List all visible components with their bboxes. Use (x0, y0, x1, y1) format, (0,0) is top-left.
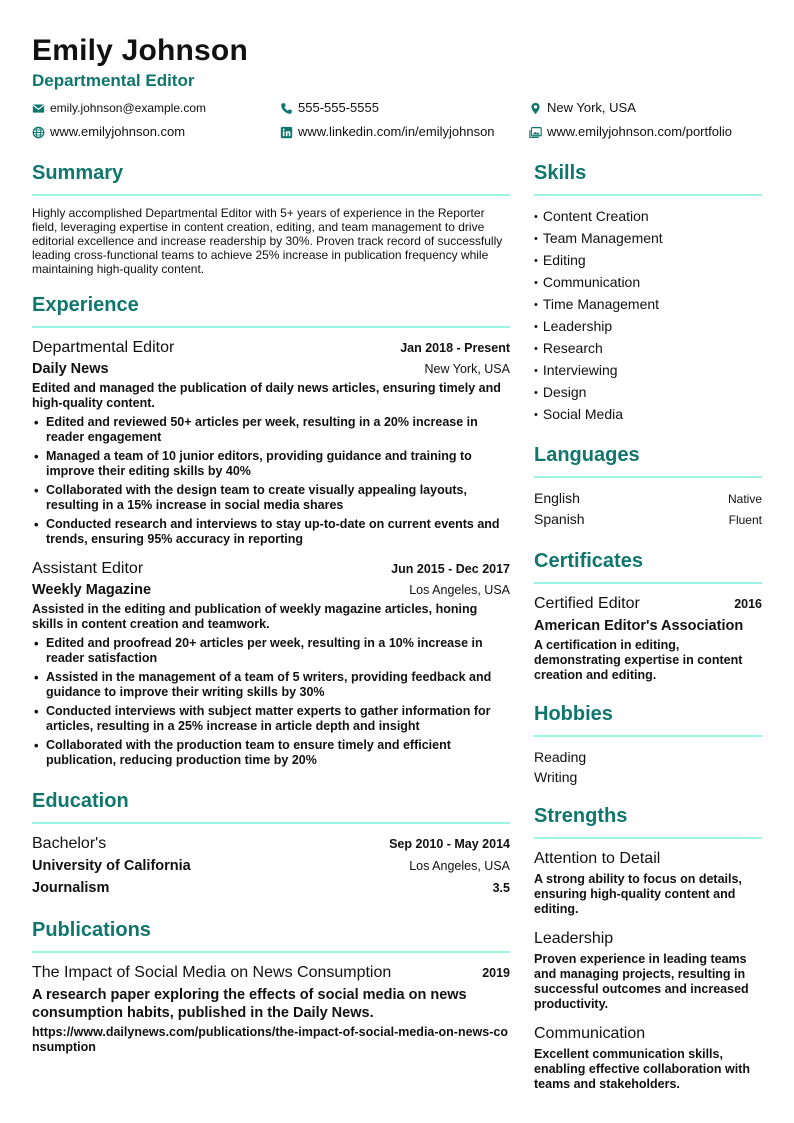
contact-info (32, 100, 762, 140)
strength-description: Excellent communication skills, enabling effective collaboration with teams and stakeholders. (534, 1047, 751, 1091)
job-description: Edited and managed the publication of daily news articles, ensuring timely and high-quality content. (32, 381, 501, 410)
job-date: Jan 2018 - Present (400, 341, 510, 355)
languages-heading: Languages (534, 442, 762, 478)
strength-title: Leadership (534, 930, 614, 947)
publication-title: The Impact of Social Media on News Consumption (32, 964, 392, 981)
education-heading: Education (32, 788, 510, 824)
publication-description: A research paper exploring the effects of social media on news consumption habits, published in the Daily News. (32, 987, 467, 1021)
certificate-year: 2016 (734, 597, 762, 611)
language-row (534, 488, 762, 509)
job-bullets (32, 415, 510, 547)
strength-entry (534, 1024, 762, 1092)
skill-item: • Research (534, 338, 762, 360)
job-bullet: • Conducted interviews with subject matter experts to gather information for articles, resulting in a 25% increase in article depth and insight (32, 704, 510, 734)
map-pin-icon (529, 102, 542, 115)
publication-entry (32, 963, 510, 1055)
hobby-item: Reading (534, 749, 587, 765)
strength-description: Proven experience in leading teams and managing projects, resulting in successful outcomes and increased productivity. (534, 952, 749, 1011)
skills-section (534, 160, 762, 426)
education-school: University of California (32, 858, 191, 874)
contact-email[interactable] (32, 100, 280, 116)
strength-entry (534, 849, 762, 917)
strength-entry (534, 929, 762, 1012)
left-column (32, 160, 510, 1055)
certificate-title: Certified Editor (534, 595, 640, 612)
job-bullet: • Edited and proofread 20+ articles per week, resulting in a 10% increase in reader satisfaction (32, 636, 510, 666)
globe-icon (32, 126, 45, 139)
contact-website[interactable] (32, 124, 280, 140)
job-title: Assistant Editor (32, 560, 144, 577)
job-bullet: • Managed a team of 10 junior editors, providing guidance and training to improve their editing skills by 40% (32, 449, 510, 479)
language-name: English (534, 490, 580, 506)
contact-location-text: New York, USA (547, 100, 636, 115)
language-name: Spanish (534, 511, 585, 527)
contact-linkedin-text: www.linkedin.com/in/emilyjohnson (298, 124, 495, 139)
right-column (534, 160, 762, 1092)
language-row (534, 509, 762, 530)
publication-year: 2019 (482, 966, 510, 980)
summary-section (32, 160, 510, 276)
language-level: Fluent (728, 513, 762, 527)
strength-title: Attention to Detail (534, 850, 661, 867)
contact-portfolio-text: www.emilyjohnson.com/portfolio (547, 124, 732, 139)
contact-portfolio[interactable] (529, 124, 762, 140)
skills-list (534, 206, 762, 426)
skill-item: • Design (534, 382, 762, 404)
skill-item: • Editing (534, 250, 762, 272)
job-bullet: • Collaborated with the production team to ensure timely and efficient publication, reducing production time by 20% (32, 738, 510, 768)
contact-email-text: emily.johnson@example.com (50, 101, 207, 115)
skill-item: • Social Media (534, 404, 762, 426)
skill-item: • Leadership (534, 316, 762, 338)
publications-heading: Publications (32, 917, 510, 953)
certificates-section (534, 548, 762, 683)
skill-item: • Team Management (534, 228, 762, 250)
job-bullet: • Edited and reviewed 50+ articles per week, resulting in a 20% increase in reader engagement (32, 415, 510, 445)
education-gpa: 3.5 (492, 881, 510, 895)
experience-section (32, 292, 510, 768)
candidate-role: Departmental Editor (32, 71, 195, 90)
envelope-icon (32, 102, 45, 115)
education-section (32, 788, 510, 897)
hobby-item: Writing (534, 769, 578, 785)
skill-item: • Communication (534, 272, 762, 294)
job-location: Los Angeles, USA (409, 583, 510, 597)
hobbies-heading: Hobbies (534, 701, 762, 737)
skill-item: • Interviewing (534, 360, 762, 382)
portfolio-image-icon (529, 126, 542, 139)
language-level: Native (727, 492, 762, 506)
skill-item: • Time Management (534, 294, 762, 316)
job-entry (32, 559, 510, 768)
contact-phone[interactable] (280, 100, 529, 116)
education-date: Sep 2010 - May 2014 (389, 837, 510, 851)
job-date: Jun 2015 - Dec 2017 (391, 562, 510, 576)
contact-website-text: www.emilyjohnson.com (50, 124, 186, 139)
hobbies-section (534, 701, 762, 787)
languages-section (534, 442, 762, 530)
contact-location (529, 100, 762, 116)
skills-heading: Skills (534, 160, 762, 196)
certificate-org: American Editor's Association (534, 618, 744, 634)
summary-text: Highly accomplished Departmental Editor with 5+ years of experience in the Reporter field, leveraging expertise in content creation, editing, and team management to drive editorial excellence and increase readership by 30%. Proven track record of successfully leading cross-functional teams to achieve 25% increase in publication frequency while maintaining high-quality content. (32, 206, 503, 276)
linkedin-icon (280, 126, 293, 139)
experience-heading: Experience (32, 292, 510, 328)
job-entry (32, 338, 510, 547)
phone-icon (280, 102, 293, 115)
contact-linkedin[interactable] (280, 124, 529, 140)
publications-section (32, 917, 510, 1055)
strength-title: Communication (534, 1025, 646, 1042)
strength-description: A strong ability to focus on details, ensuring high-quality content and editing. (534, 872, 742, 916)
certificate-description: A certification in editing, demonstrating expertise in content creation and editing. (534, 638, 743, 682)
education-location: Los Angeles, USA (409, 859, 510, 873)
job-company: Weekly Magazine (32, 582, 152, 598)
strengths-heading: Strengths (534, 803, 762, 839)
contact-phone-text: 555-555-5555 (298, 100, 379, 115)
job-description: Assisted in the editing and publication of weekly magazine articles, honing skills in content creation and teamwork. (32, 602, 478, 631)
publication-url[interactable]: https://www.dailynews.com/publications/the-impact-of-social-media-on-news-consumption (32, 1025, 508, 1054)
job-company: Daily News (32, 361, 109, 377)
job-bullet: • Conducted research and interviews to stay up-to-date on current events and trends, ensuring 95% accuracy in reporting (32, 517, 510, 547)
resume-page (32, 32, 762, 1091)
summary-heading: Summary (32, 160, 510, 196)
job-title: Departmental Editor (32, 339, 175, 356)
education-degree: Bachelor's (32, 835, 107, 852)
job-location: New York, USA (424, 362, 510, 376)
job-bullets (32, 636, 510, 768)
strengths-section (534, 803, 762, 1092)
education-field: Journalism (32, 880, 110, 896)
certificates-heading: Certificates (534, 548, 762, 584)
job-bullet: • Collaborated with the design team to create visually appealing layouts, resulting in a 15% increase in social media shares (32, 483, 510, 513)
candidate-name: Emily Johnson (32, 34, 248, 67)
skill-item: • Content Creation (534, 206, 762, 228)
job-bullet: • Assisted in the management of a team of 5 writers, providing feedback and guidance to improve their writing skills by 30% (32, 670, 510, 700)
